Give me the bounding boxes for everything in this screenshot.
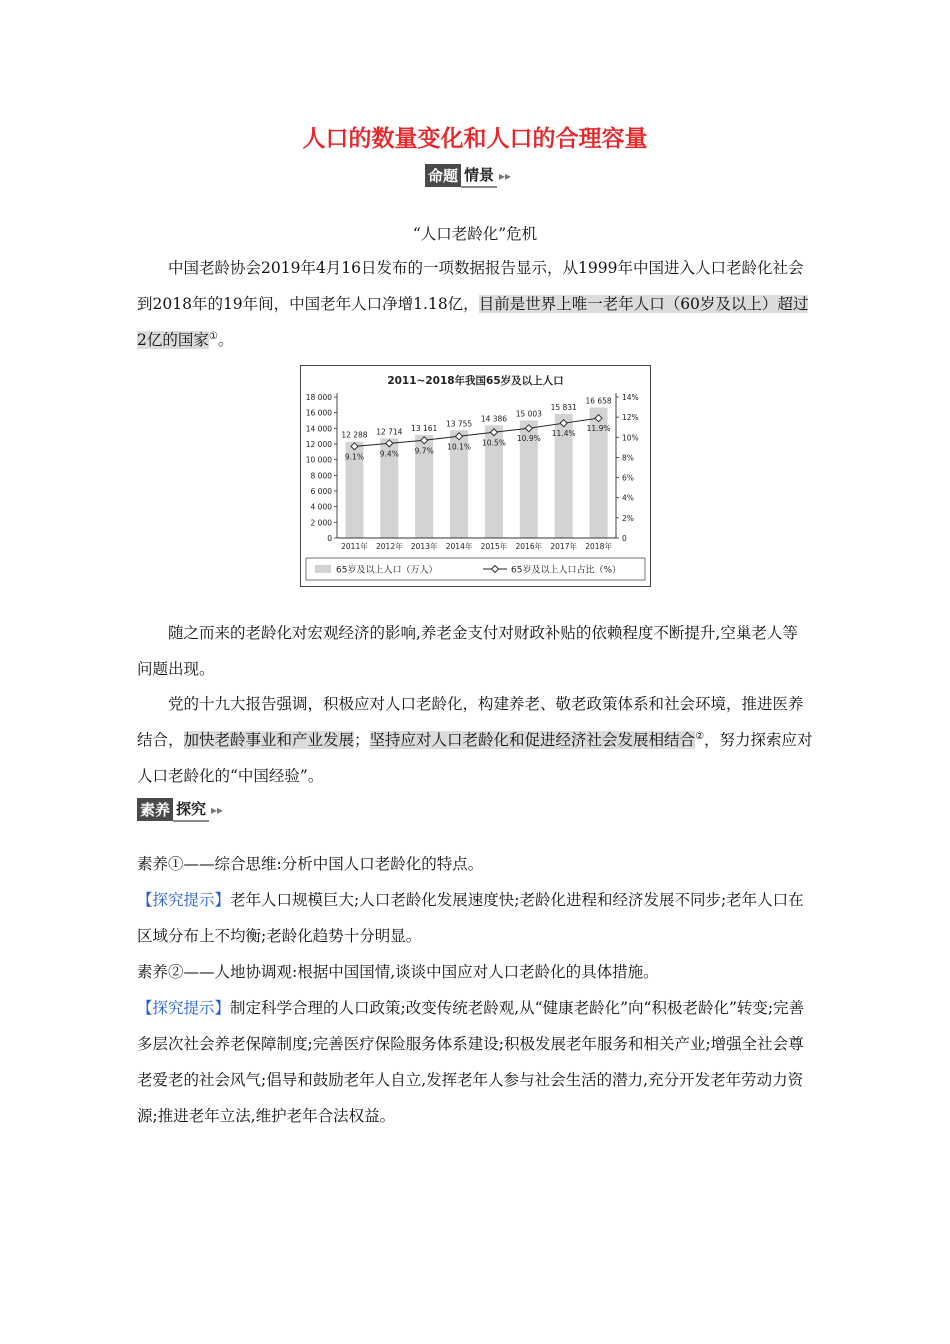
intro-text: 中国老龄协会2019年4月16日发布的一项数据报告显示，从1999年中国进入人口老龄化社会到2018年的19年间，中国老年人口净增1.18亿，: [137, 259, 804, 313]
x-tick-label: 2018年: [585, 542, 612, 551]
legend-marker: [492, 566, 499, 573]
legend-label-population: 65岁及以上人口（万人）: [336, 565, 438, 576]
pct-label: 11.9%: [586, 424, 611, 434]
paragraph-intro: [137, 250, 813, 358]
badge-part-a: 素养: [137, 798, 173, 821]
badge-part-b: 探究: [173, 797, 209, 822]
y-tick-label: 14 000: [305, 424, 332, 434]
x-tick-label: 2014年: [445, 542, 473, 551]
tip-block-2: [137, 990, 813, 1134]
y2-tick-label: 4%: [622, 493, 634, 503]
y-tick-label: 2 000: [310, 518, 332, 528]
paragraph-policy: [137, 686, 813, 794]
footnote-marker-2: ②: [695, 730, 705, 742]
x-tick-label: 2011年: [341, 542, 368, 551]
chart-title: 2011~2018年我国65岁及以上人口: [387, 375, 564, 387]
tip-label: 【探究提示】: [137, 999, 231, 1017]
page-title: 人口的数量变化和人口的合理容量: [302, 126, 648, 152]
section-badge-scenario: [425, 163, 511, 188]
arrow-icon: ▸▸: [211, 802, 224, 817]
y-tick-label: 4 000: [310, 502, 332, 512]
y2-tick-label: 8%: [622, 453, 634, 463]
pct-label: 10.9%: [516, 434, 541, 444]
y2-tick-label: 2%: [622, 513, 634, 523]
value-label: 14 386: [480, 414, 508, 424]
intro-end: 。: [217, 331, 234, 349]
policy-text: 党的十九大报告强调，积极应对人口老龄化，构建养老、敬老政策体系和社会环境，推进医养结合，: [137, 695, 804, 749]
pct-label: 10.5%: [482, 438, 506, 448]
y-tick-label: 0: [327, 534, 332, 543]
pct-label: 10.1%: [447, 442, 471, 452]
section-subtitle: “人口老龄化”危机: [412, 225, 538, 243]
footnote-marker: ①: [208, 330, 218, 342]
arrow-icon: ▸▸: [499, 168, 512, 183]
value-label: 13 755: [445, 419, 473, 429]
chart-frame: [300, 365, 651, 587]
literacy-item-1: 素养①——综合思维:分析中国人口老龄化的特点。: [137, 855, 484, 873]
value-label: 15 003: [515, 409, 542, 419]
policy-sep: ；: [354, 731, 370, 749]
y-tick-label: 12 000: [305, 440, 332, 449]
highlight-text: 目前是世界上唯一老年人口（60岁及以上）超过2亿的国家: [137, 295, 809, 349]
pct-label: 9.4%: [379, 449, 399, 459]
literacy-section: [137, 846, 813, 1134]
legend-bar-swatch: [315, 565, 331, 573]
pct-label: 9.1%: [344, 452, 364, 462]
value-label: 15 831: [550, 402, 577, 412]
x-tick-label: 2015年: [480, 542, 508, 551]
y2-tick-label: 14%: [622, 393, 639, 402]
value-label: 12 714: [376, 427, 403, 437]
y-tick-label: 16 000: [305, 408, 332, 418]
policy-end: ，努力探索应对人口老龄化的“中国经验”。: [137, 731, 813, 785]
y-tick-label: 18 000: [305, 393, 332, 402]
x-tick-label: 2017年: [550, 542, 577, 551]
y-tick-label: 8 000: [310, 471, 332, 481]
y2-tick-label: 6%: [622, 473, 634, 483]
badge-part-b: 情景: [461, 163, 497, 188]
tip-text-1: 老年人口规模巨大;人口老龄化发展速度快;老龄化进程和经济发展不同步;老年人口在区域分布上不均衡;老龄化趋势十分明显。: [137, 891, 804, 945]
tip-label: 【探究提示】: [137, 891, 231, 909]
highlight-text-2: 坚持应对人口老龄化和促进经济社会发展相结合: [369, 731, 696, 749]
literacy-item-2: 素养②——人地协调观:根据中国国情,谈谈中国应对人口老龄化的具体措施。: [137, 963, 659, 981]
population-chart: [301, 366, 650, 586]
value-label: 16 658: [585, 396, 612, 406]
section-badge-literacy: [137, 797, 223, 822]
y2-tick-label: 12%: [622, 413, 639, 423]
badge-part-a: 命题: [425, 164, 461, 187]
x-tick-label: 2012年: [376, 542, 403, 551]
paragraph-impact: 随之而来的老龄化对宏观经济的影响,养老金支付对财政补贴的依赖程度不断提升,空巢老人等问题出现。: [137, 624, 798, 678]
y2-tick-label: 10%: [622, 433, 639, 443]
tip-block-1: [137, 882, 813, 954]
pct-label: 9.7%: [414, 446, 434, 456]
y2-tick-label: 0: [622, 534, 627, 543]
y-tick-label: 10 000: [305, 455, 332, 465]
x-tick-label: 2013年: [410, 542, 438, 551]
highlight-text-1: 加快老龄事业和产业发展: [183, 731, 355, 749]
value-label: 13 161: [411, 423, 438, 433]
value-label: 12 288: [341, 430, 368, 440]
tip-text-2: 制定科学合理的人口政策;改变传统老龄观,从“健康老龄化”向“积极老龄化”转变;完善多层次社会养老保障制度;完善医疗保险服务体系建设;积极发展老年服务和相关产业;增强全社会尊老爱老的社会风气;倡导和鼓励老年人自立,发挥老年人参与社会生活的潜力,充分开发老年劳动力资源;推进老年立法,维护老年合法权益。: [137, 999, 805, 1125]
y-tick-label: 6 000: [310, 487, 332, 496]
pct-label: 11.4%: [551, 429, 576, 439]
legend-label-share: 65岁及以上人口占比（%）: [511, 565, 622, 576]
x-tick-label: 2016年: [515, 542, 543, 551]
